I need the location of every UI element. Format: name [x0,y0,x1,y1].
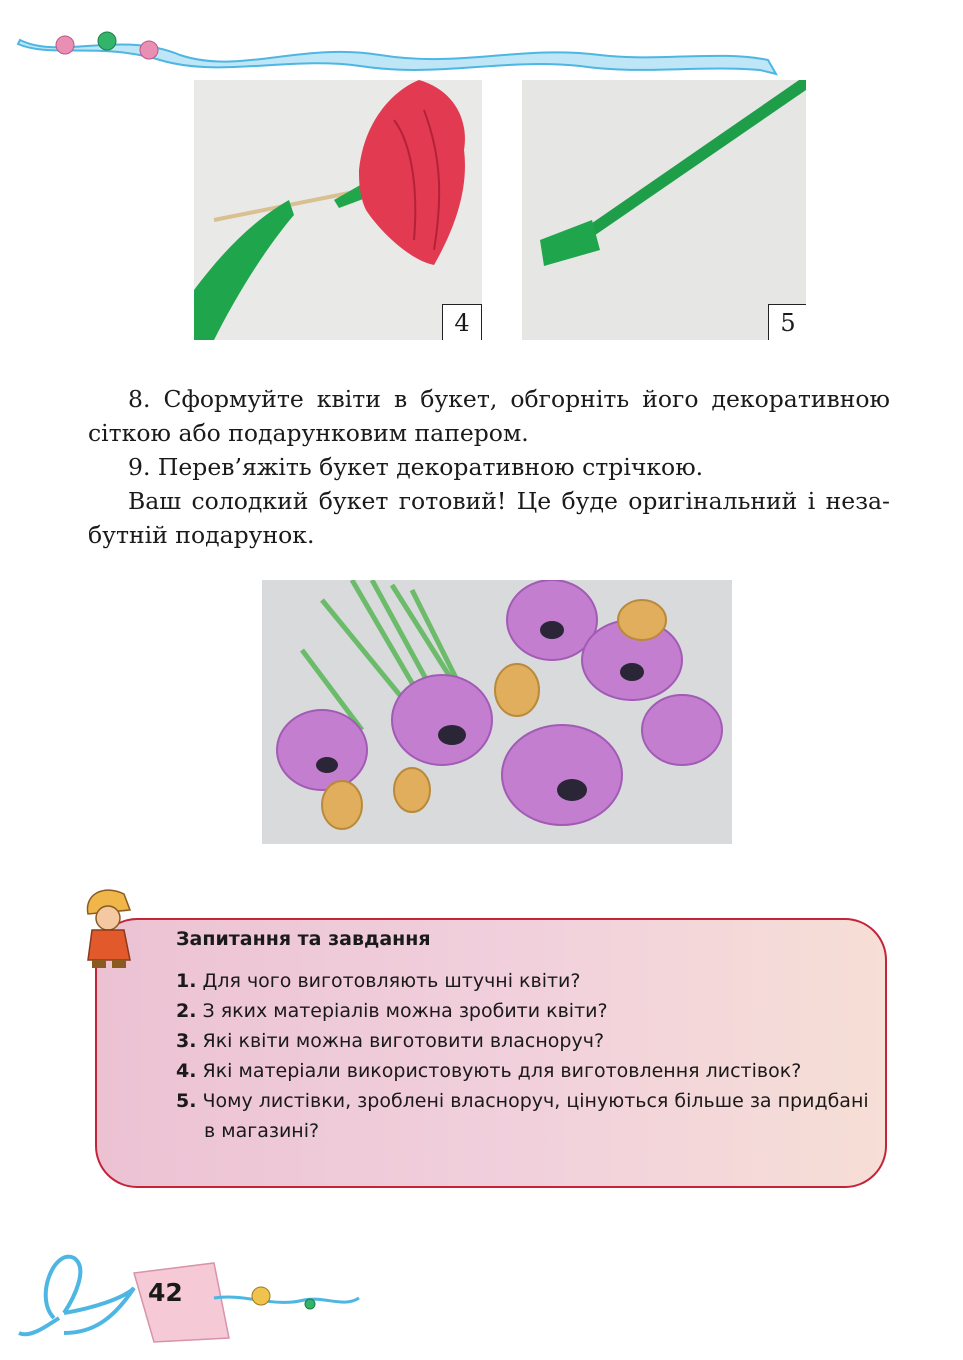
question-item [176,1086,876,1146]
question-text: З яких матеріалів можна зробити квіти? [202,1000,608,1022]
question-item [176,1026,876,1056]
question-item [176,1056,876,1086]
question-number: 5. [176,1090,197,1112]
gnome-mascot-icon [74,884,144,974]
paragraph-conclusion: Ваш солодкий букет готовий! Це буде оригінальний і незабутній подарунок. [88,487,890,549]
question-text: Які матеріали використовують для виготовлення листівок? [202,1060,802,1082]
step-5-photo [522,80,806,340]
question-text: Які квіти можна виготовити власноруч? [202,1030,605,1052]
question-text: Чому листівки, зроблені власноруч, цінуються більше за придбані в магазині? [202,1090,869,1142]
question-item [176,966,876,996]
page-number: 42 [148,1278,183,1307]
bouquet-photo [262,580,732,844]
question-number: 3. [176,1030,197,1052]
question-item [176,996,876,1026]
bottom-ribbon-decoration [14,1238,374,1348]
question-number: 4. [176,1060,197,1082]
step-5-label: 5 [768,304,806,340]
questions-list [176,966,876,1146]
questions-title: Запитання та завдання [176,928,431,950]
paragraph-step-8: 8. Сформуйте квіти в букет, обгорніть його декоративною сіткою або подарунковим папером. [88,385,890,447]
question-number: 1. [176,970,197,992]
top-ribbon-decoration [0,20,790,80]
step-4-photo [194,80,482,340]
question-text: Для чого виготовляють штучні квіти? [202,970,581,992]
step-4-label: 4 [442,304,482,340]
question-number: 2. [176,1000,197,1022]
paragraph-step-9: 9. Перев’яжіть букет декоративною стрічкою. [128,453,704,481]
